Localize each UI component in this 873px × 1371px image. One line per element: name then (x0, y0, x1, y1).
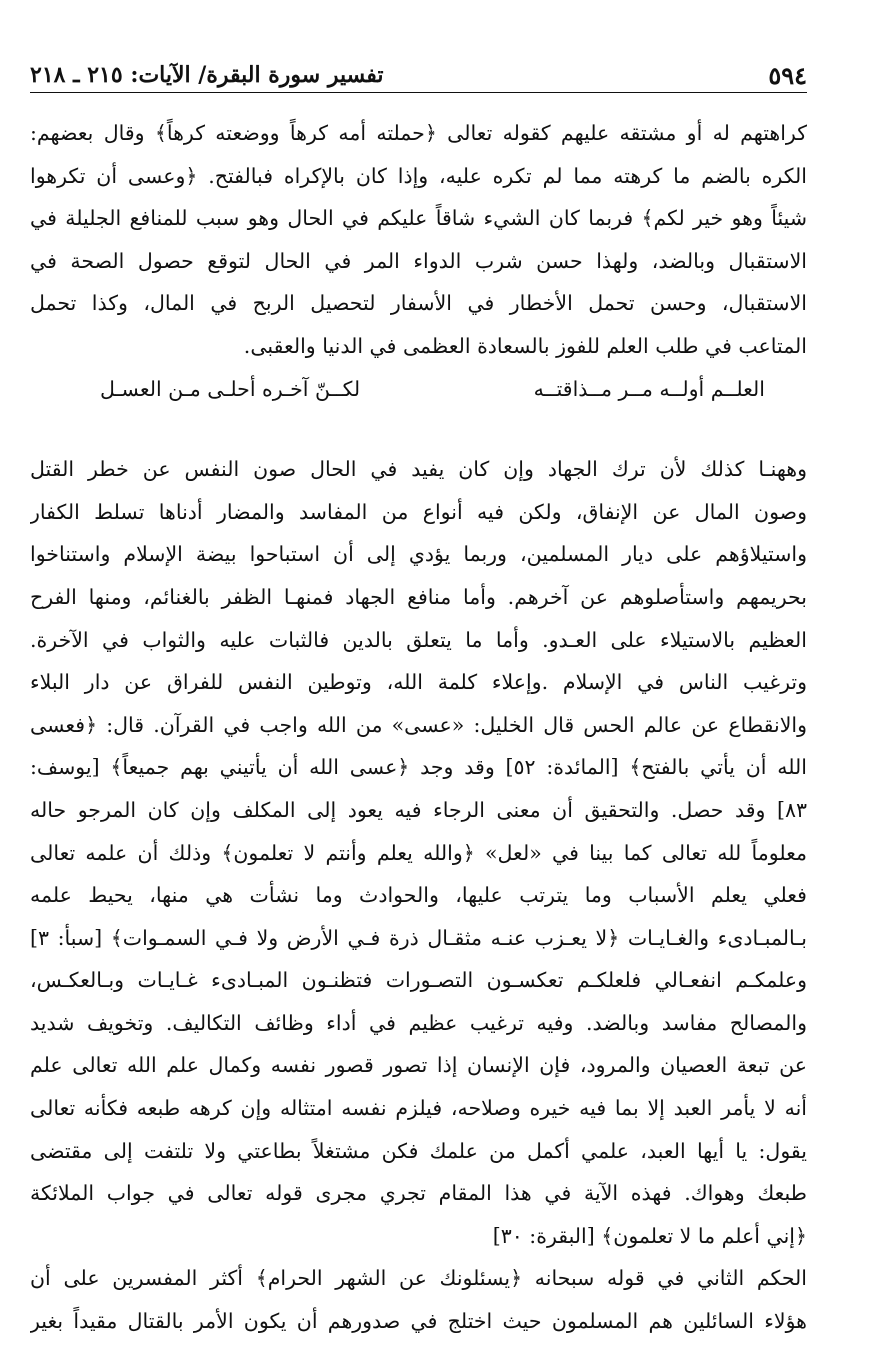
paragraph-2 (30, 448, 807, 1257)
text-line: فعلي يعلم الأسباب وما يترتب عليها، والحوادث وما نشأت هي منها، يحيط علمه (30, 883, 807, 908)
poetry-verse (30, 368, 807, 411)
page-body (30, 112, 807, 1343)
text-line: الكره بالضم ما كرهته مما لم تكره عليه، وإذا كان بالإكراه فبالفتح. ﴿وعسى أن تكرهوا (30, 163, 807, 188)
text-line: يقول: يا أيها العبد، علمي أكمل من علمك فكن مشتغلاً بطاعتي ولا تلتفت إلى مقتضى (30, 1138, 807, 1163)
text-line: وترغيب الناس في الإسلام .وإعلاء كلمة الله، وتوطين النفس للفراق عن دار البلاء (30, 670, 807, 695)
text-line: الاستقبال، وحسن تحمل الأخطار في الأسفار لتحصيل الربح في المال، وكذا تحمل (30, 291, 807, 316)
running-title: تفسير سورة البقرة/ الآيات: ٢١٥ ـ ٢١٨ (30, 62, 384, 88)
text-line: شيئاً وهو خير لكم﴾ فربما كان الشيء شاقاً عليكم في الحال وهو سبب للمنافع الجليلة في (30, 206, 807, 231)
paragraph-1 (30, 112, 807, 368)
page-header (30, 52, 807, 93)
text-line: معلوماً لله تعالى كما بينا في «لعل» ﴿والله يعلم وأنتم لا تعلمون﴾ وذلك أن علمه تعالى (30, 840, 807, 865)
page-number: ٥٩٤ (768, 61, 807, 90)
text-line: عن تبعة العصيان والمرود، فإن الإنسان إذا تصور قصور نفسه وكمال علم الله تعالى علم (30, 1053, 807, 1078)
text-line: وعلمكـم انفعـالي فلعلكـم تعكسـون التصـورات فتظنـون المبـادىء غـايـات وبـالعكـس، (30, 968, 807, 993)
text-line: والانقطاع عن عالم الحس قال الخليل: «عسى» من الله واجب في القرآن. قال: ﴿فعسى (30, 712, 807, 737)
text-line: ٨٣] وقد حصل. والتحقيق أن معنى الرجاء فيه يعود إلى المكلف وإن كان المرجو حاله (30, 797, 807, 822)
text-line: أنه لا يأمر العبد إلا بما فيه خيره وصلاحه، فيلزم نفسه امتثاله وإن كرهه طبعه فكأنه تعالى (30, 1096, 807, 1121)
text-line: كراهتهم له أو مشتقه عليهم كقوله تعالى ﴿حملته أمه كرهاً ووضعته كرهاً﴾ وقال بعضهم: (30, 121, 807, 145)
verse-second-hemistich: لكــنّ آخـره أحلـى مـن العسـل (100, 376, 361, 401)
verse-first-hemistich: العلــم أولــه مــر مــذاقتــه (533, 376, 765, 401)
spacer (30, 410, 807, 448)
text-line: المتاعب في طلب العلم للفوز بالسعادة العظمى في الدنيا والعقبى. (243, 333, 807, 358)
text-line: الاستقبال وبالضد، ولهذا حسن شرب الدواء المر في الحال لتوقع حصول الصحة في (30, 248, 807, 273)
text-line: بـالمبـادىء والغـايـات ﴿لا يعـزب عنـه مثقـال ذرة فـي الأرض ولا فـي السمـوات﴾ [سبأ: ٣] (30, 925, 807, 950)
text-line: ﴿إني أعلم ما لا تعلمون﴾ [البقرة: ٣٠] (492, 1223, 807, 1248)
text-line: هؤلاء السائلين هم المسلمون حيث اختلج في صدورهم أن يكون الأمر بالقتال مقيداً بغير (30, 1309, 807, 1334)
text-line: طبعك وهواك. فهذه الآية في هذا المقام تجري مجرى قوله تعالى في جواب الملائكة (30, 1181, 807, 1206)
text-line: واستيلاؤهم على ديار المسلمين، وربما يؤدي إلى أن استباحوا بيضة الإسلام واستناخوا (30, 542, 807, 567)
text-line: وصون المال عن الإنفاق، ولكن فيه أنواع من المفاسد والمضار أدناها تسلط الكفار (30, 499, 807, 524)
text-line: الله أن يأتي بالفتح﴾ [المائدة: ٥٢] وقد وجد ﴿عسى الله أن يأتيني بهم جميعاً﴾ [يوسف: (30, 755, 807, 780)
text-line: والمصالح مفاسد وبالضد. وفيه ترغيب عظيم في أداء وظائف التكاليف. وتخويف شديد (30, 1010, 807, 1035)
text-line: العظيم بالاستيلاء على العـدو. وأما ما يتعلق بالدين فالثبات عليه والثواب في الآخرة. (30, 627, 807, 652)
text-line: الحكم الثاني في قوله سبحانه ﴿يسئلونك عن الشهر الحرام﴾ أكثر المفسرين على أن (30, 1266, 807, 1291)
paragraph-3 (30, 1257, 807, 1342)
text-line: بحريمهم واستأصلوهم عن آخرهم. وأما منافع الجهاد فمنهـا الظفر بالغنائم، ومنها الفرح (30, 584, 807, 609)
text-line: وههنـا كذلك لأن ترك الجهاد وإن كان يفيد في الحال صون النفس عن خطر القتل (30, 457, 807, 482)
